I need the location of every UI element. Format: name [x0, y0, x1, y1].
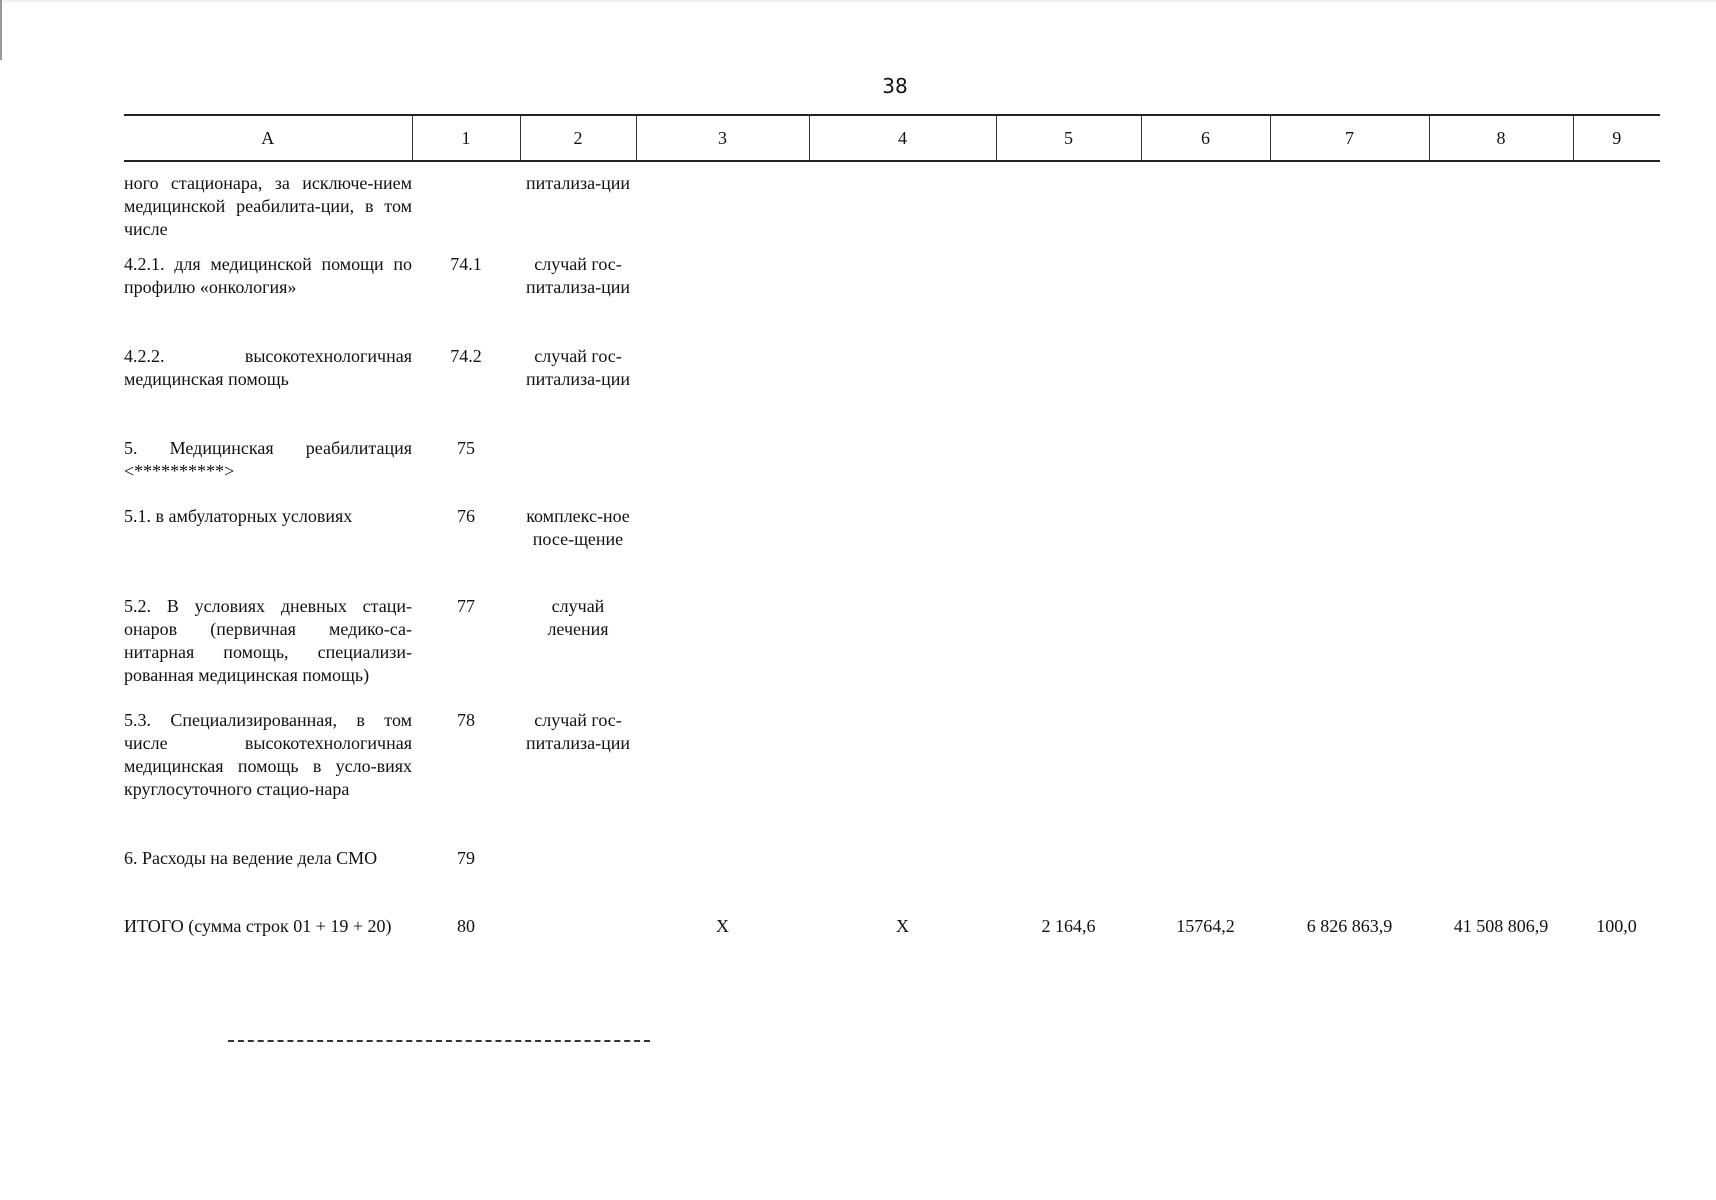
table-row — [124, 505, 1660, 595]
row-unit — [520, 847, 636, 915]
cell-col4 — [809, 161, 996, 253]
cell-col7 — [1270, 847, 1429, 915]
total-col5: 2 164,6 — [1041, 916, 1096, 936]
cell-col5 — [996, 505, 1141, 595]
row-description: 5. Медицинская реабилитация <**********> — [124, 438, 412, 481]
row-unit: случай лечения — [547, 596, 609, 639]
table-row — [124, 345, 1660, 437]
row-description: 6. Расходы на ведение дела СМО — [124, 848, 378, 868]
cell-col9 — [1573, 709, 1660, 847]
cell-col6 — [1141, 595, 1270, 709]
cell-col4 — [809, 505, 996, 595]
total-col8: 41 508 806,9 — [1453, 916, 1549, 936]
table-row — [124, 437, 1660, 505]
row-code: 75 — [457, 438, 475, 458]
total-code: 80 — [457, 916, 475, 936]
cell-col3 — [636, 709, 809, 847]
cell-col7 — [1270, 437, 1429, 505]
footnote-separator — [228, 1040, 650, 1042]
cell-col9 — [1573, 345, 1660, 437]
cell-col3 — [636, 253, 809, 345]
cell-col8 — [1429, 847, 1573, 915]
total-col9: 100,0 — [1596, 916, 1637, 936]
row-unit — [520, 437, 636, 505]
cell-col6 — [1141, 505, 1270, 595]
scan-left-edge — [0, 0, 2, 60]
row-code: 74.1 — [450, 254, 482, 274]
cell-col9 — [1573, 161, 1660, 253]
table-row — [124, 253, 1660, 345]
cell-col7 — [1270, 345, 1429, 437]
cell-col4 — [809, 847, 996, 915]
cell-col8 — [1429, 505, 1573, 595]
cell-col4 — [809, 253, 996, 345]
row-unit: комплекс-ное посе-щение — [526, 506, 630, 549]
table-row — [124, 595, 1660, 709]
cell-col4 — [809, 595, 996, 709]
total-col7: 6 826 863,9 — [1306, 916, 1393, 936]
row-code: 74.2 — [450, 346, 482, 366]
cell-col4 — [809, 709, 996, 847]
row-unit: питализа-ции — [525, 173, 631, 193]
cell-col3 — [636, 847, 809, 915]
header-row — [124, 115, 1660, 161]
cell-col6 — [1141, 437, 1270, 505]
row-code: 79 — [457, 848, 475, 868]
cell-col3 — [636, 595, 809, 709]
cell-col3 — [636, 437, 809, 505]
cell-col5 — [996, 161, 1141, 253]
row-description: 4.2.1. для медицинской помощи по профилю «онкология» — [124, 254, 412, 297]
col-header-9: 9 — [1573, 115, 1660, 161]
cell-col3 — [636, 345, 809, 437]
cell-col5 — [996, 253, 1141, 345]
cell-col5 — [996, 709, 1141, 847]
cell-col8 — [1429, 345, 1573, 437]
cell-col3 — [636, 505, 809, 595]
cell-col7 — [1270, 253, 1429, 345]
row-description: ного стационара, за исключе-нием медицинской реабилита-ции, в том числе — [124, 173, 412, 239]
row-description: 5.2. В условиях дневных стаци-онаров (первичная медико-са-нитарная помощь, специализи-рованная медицинская помощь) — [124, 596, 412, 685]
row-description: 5.1. в амбулаторных условиях — [124, 506, 353, 526]
cell-col4 — [809, 345, 996, 437]
row-description: 4.2.2. высокотехнологичная медицинская помощь — [124, 346, 412, 389]
cell-col8 — [1429, 437, 1573, 505]
cell-col8 — [1429, 253, 1573, 345]
row-unit: случай гос-питализа-ции — [525, 346, 631, 389]
scan-top-edge — [0, 0, 1716, 2]
cell-col5 — [996, 345, 1141, 437]
cell-col6 — [1141, 161, 1270, 253]
cell-col9 — [1573, 595, 1660, 709]
table-row — [124, 161, 1660, 253]
cell-col6 — [1141, 709, 1270, 847]
row-description: 5.3. Специализированная, в том числе высокотехнологичная медицинская помощь в усло-виях круглосуточного стацио-нара — [124, 710, 412, 799]
cell-col4 — [809, 437, 996, 505]
row-code: 76 — [457, 506, 475, 526]
total-description: ИТОГО (сумма строк 01 + 19 + 20) — [124, 916, 392, 936]
report-table — [124, 114, 1660, 975]
table-row — [124, 709, 1660, 847]
cell-col6 — [1141, 847, 1270, 915]
cell-col8 — [1429, 595, 1573, 709]
cell-col7 — [1270, 595, 1429, 709]
col-header-3: 3 — [636, 115, 809, 161]
total-unit — [520, 915, 636, 975]
total-col4: Х — [896, 916, 909, 936]
row-code: 78 — [457, 710, 475, 730]
row-unit: случай гос-питализа-ции — [525, 710, 631, 753]
col-header-7: 7 — [1270, 115, 1429, 161]
cell-col6 — [1141, 345, 1270, 437]
cell-col9 — [1573, 437, 1660, 505]
cell-col5 — [996, 595, 1141, 709]
col-header-6: 6 — [1141, 115, 1270, 161]
total-col3: Х — [716, 916, 729, 936]
col-header-1: 1 — [412, 115, 520, 161]
cell-col8 — [1429, 709, 1573, 847]
cell-col8 — [1429, 161, 1573, 253]
col-header-4: 4 — [809, 115, 996, 161]
col-header-8: 8 — [1429, 115, 1573, 161]
cell-col5 — [996, 437, 1141, 505]
cell-col7 — [1270, 505, 1429, 595]
cell-col9 — [1573, 847, 1660, 915]
row-code: 77 — [457, 596, 475, 616]
table-row — [124, 847, 1660, 915]
cell-col7 — [1270, 161, 1429, 253]
cell-col7 — [1270, 709, 1429, 847]
total-col6: 15764,2 — [1176, 916, 1235, 936]
col-header-a: А — [124, 115, 412, 161]
cell-col9 — [1573, 253, 1660, 345]
page-number: 38 — [882, 74, 908, 98]
cell-col9 — [1573, 505, 1660, 595]
col-header-2: 2 — [520, 115, 636, 161]
row-code — [412, 161, 520, 253]
cell-col5 — [996, 847, 1141, 915]
total-row — [124, 915, 1660, 975]
cell-col3 — [636, 161, 809, 253]
row-unit: случай гос-питализа-ции — [525, 254, 631, 297]
cell-col6 — [1141, 253, 1270, 345]
col-header-5: 5 — [996, 115, 1141, 161]
